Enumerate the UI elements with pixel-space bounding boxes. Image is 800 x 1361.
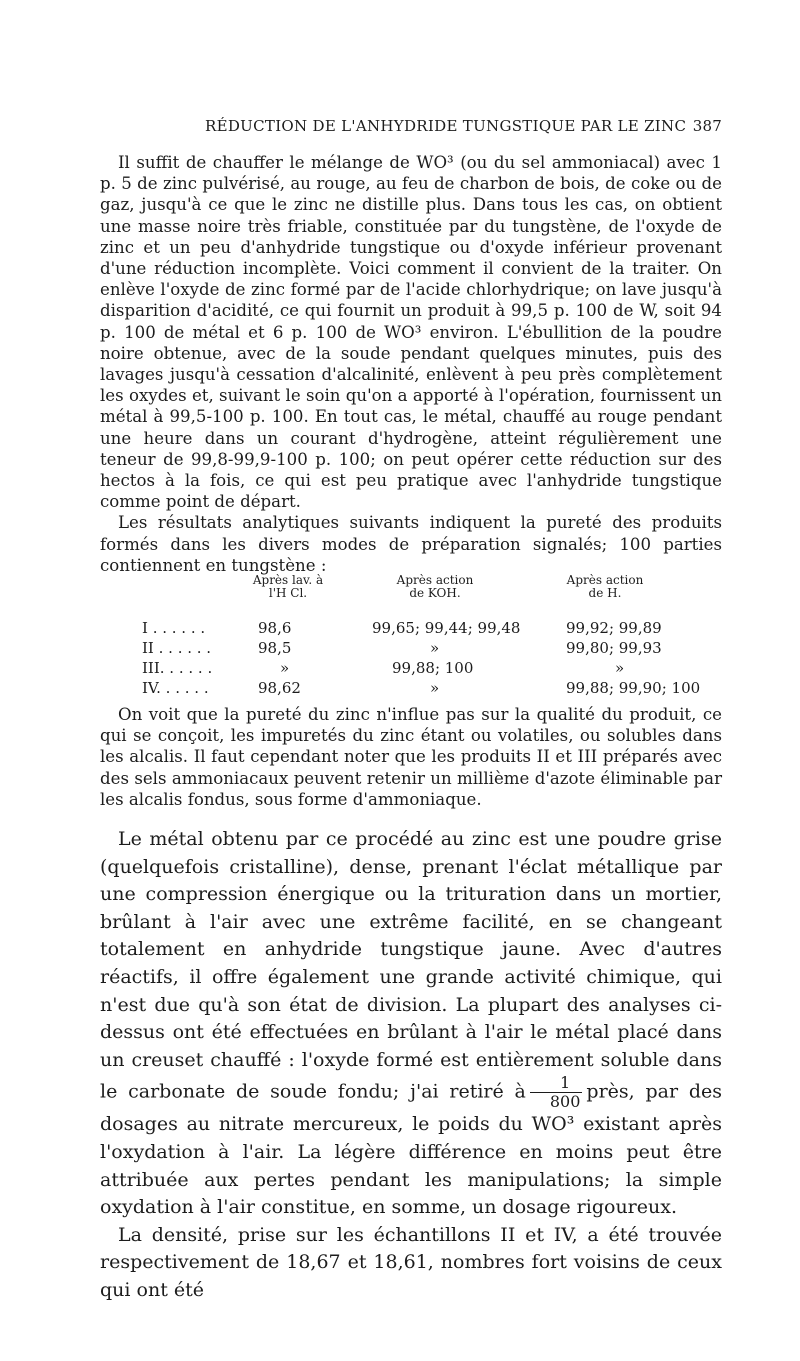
paragraph: On voit que la pureté du zinc n'influe pas sur la qualité du produit, ce qui se conçoit, les impuretés du zinc étant ou volatiles, ou solubles dans les alcalis. Il faut cependant noter que les produits II et III préparés avec des sels ammoniacaux peuvent retenir un millième d'azote éliminable par les alcalis fondus, sous forme d'ammoniaque. [100, 705, 722, 809]
column-header: Après lav. à l'H Cl. [252, 573, 324, 600]
table-cell: » [615, 659, 625, 677]
page-number: 387 [692, 117, 722, 135]
row-label: III. . . . . . [142, 659, 213, 677]
body-large-text [100, 826, 722, 1305]
fraction [530, 1074, 583, 1111]
paragraph: Les résultats analytiques suivants indiquent la pureté des produits formés dans les divers modes de préparation signalés; 100 parties contiennent en tungstène : [100, 513, 722, 575]
paragraph-text: Le métal obtenu par ce procédé au zinc est une poudre grise (quelquefois cristalline), dense, prenant l'éclat métallique par une compression énergique ou la trituration dans un mortier, brûlant à l'air avec une extrême facilité, en se changeant totalement en anhydride tungstique jaune. Avec d'autres réactifs, il offre également une grande activité chimique, qui n'est due qu'à son état de division. La plupart des analyses ci-dessus ont été effectuées en brûlant à l'air le métal placé dans un creuset chauffé : l'oxyde formé est entièrement soluble dans le carbonate de soude fondu; j'ai retiré à [100, 828, 722, 1103]
paragraph: La densité, prise sur les échantillons II et IV, a été trouvée respectivement de 18,67 et 18,61, nombres fort voisins de ceux qui ont été [100, 1223, 722, 1301]
results-table [100, 574, 722, 698]
table-cell: 98,6 [258, 619, 292, 637]
running-header [205, 117, 722, 135]
row-label: II . . . . . . [142, 639, 212, 657]
paragraph-text: près, par des dosages au nitrate mercureux, le poids du WO³ existant après l'oxydation à l'air. La légère différence en moins peut être attribuée aux pertes pendant les manipulations; la simple oxydation à l'air constitue, en somme, un dosage rigoureux. [100, 1080, 722, 1219]
row-label: IV. . . . . . [142, 679, 209, 697]
table-cell: 99,80; 99,93 [566, 639, 662, 657]
table-cell: » [280, 659, 290, 677]
table-cell: » [430, 679, 440, 697]
table-row [100, 658, 722, 678]
column-header: Après action de H. [566, 573, 644, 600]
table-cell: 99,92; 99,89 [566, 619, 662, 637]
row-label: I . . . . . . [142, 619, 206, 637]
table-row [100, 638, 722, 658]
table-cell: 99,88; 100 [392, 659, 474, 677]
header-title: RÉDUCTION DE L'ANHYDRIDE TUNGSTIQUE PAR LE ZINC [205, 117, 687, 135]
fraction-denominator: 800 [549, 1092, 581, 1112]
body-small-text-2 [100, 704, 722, 810]
column-header: Après action de KOH. [396, 573, 474, 600]
table-cell: 98,5 [258, 639, 292, 657]
table-header [100, 574, 722, 604]
fraction-numerator: 1 [530, 1074, 583, 1093]
body-small-text [100, 152, 722, 576]
paragraph [100, 826, 722, 1222]
table-row [100, 618, 722, 638]
table-cell: 98,62 [258, 679, 301, 697]
paragraph: Il suffit de chauffer le mélange de WO³ (ou du sel ammoniacal) avec 1 p. 5 de zinc pulvérisé, au rouge, au feu de charbon de bois, de coke ou de gaz, jusqu'à ce que le zinc ne distille plus. Dans tous les cas, on obtient une masse noire très friable, constituée par du tungstène, de l'oxyde de zinc et un peu d'anhydride tungstique ou d'oxyde inférieur provenant d'une réduction incomplète. Voici comment il convient de la traiter. On enlève l'oxyde de zinc formé par de l'acide chlorhydrique; on lave jusqu'à disparition d'acidité, ce qui fournit un produit à 99,5 p. 100 de W, soit 94 p. 100 de métal et 6 p. 100 de WO³ environ. L'ébullition de la poudre noire obtenue, avec de la soude pendant quelques minutes, puis des lavages jusqu'à cessation d'alcalinité, enlèvent à peu près complètement les oxydes et, suivant le soin qu'on a apporté à l'opération, fournissent un métal à 99,5-100 p. 100. En tout cas, le métal, chauffé au rouge pendant une heure dans un courant d'hydrogène, atteint régulièrement une teneur de 99,8-99,9-100 p. 100; on peut opérer cette réduction sur des hectos à la fois, ce qui est peu pratique avec l'anhydride tungstique comme point de départ. [100, 153, 722, 512]
table-cell: 99,88; 99,90; 100 [566, 679, 701, 697]
table-cell: 99,65; 99,44; 99,48 [372, 619, 521, 637]
table-cell: » [430, 639, 440, 657]
table-row [100, 678, 722, 698]
